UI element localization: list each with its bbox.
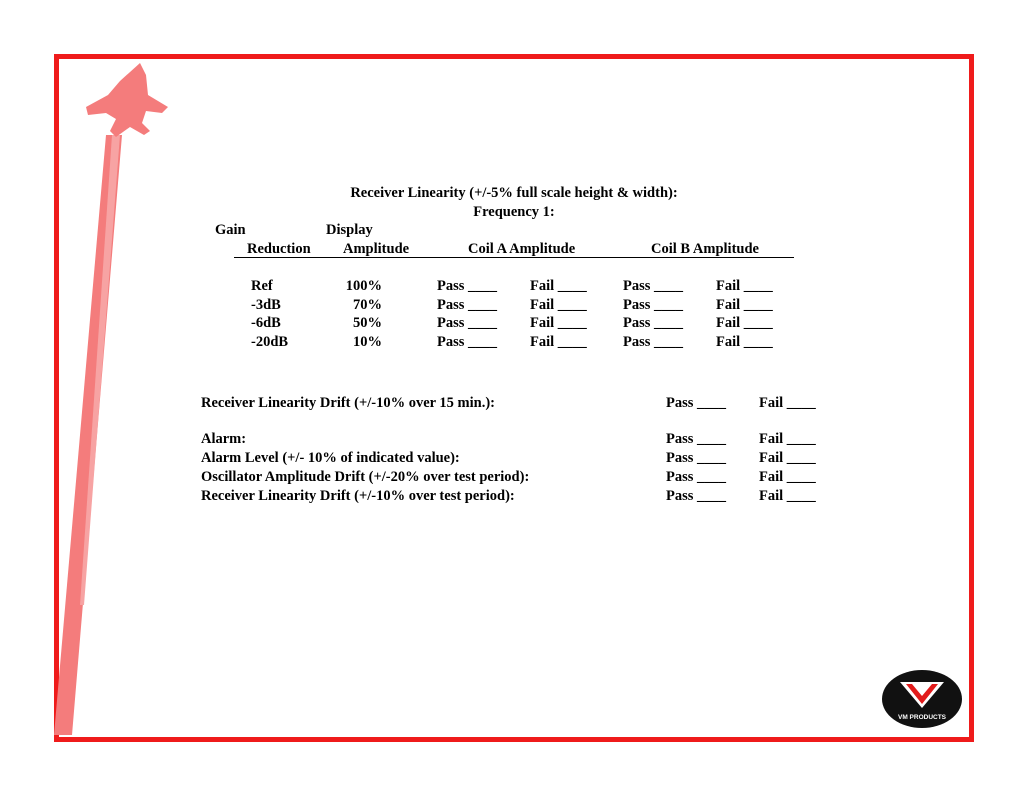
coil-b-fail: Fail ____ [716, 278, 773, 294]
coil-b-fail: Fail ____ [716, 334, 773, 350]
logo-text: VM PRODUCTS [897, 714, 947, 721]
coil-a-fail: Fail ____ [530, 334, 587, 350]
coil-a-fail: Fail ____ [530, 278, 587, 294]
section-subtitle: Frequency 1: [473, 204, 555, 220]
header-display: Display [326, 222, 373, 238]
header-reduction: Reduction [247, 241, 311, 257]
coil-a-fail: Fail ____ [530, 315, 587, 331]
row-amplitude: 100% [345, 278, 382, 294]
check-fail: Fail ____ [759, 431, 816, 447]
section-title: Receiver Linearity (+/-5% full scale height & width): [350, 185, 678, 201]
coil-b-fail: Fail ____ [716, 315, 773, 331]
page-frame [54, 54, 974, 742]
check-fail: Fail ____ [759, 395, 816, 411]
check-pass: Pass ____ [666, 395, 727, 411]
row-gain: -3dB [251, 297, 281, 313]
coil-a-pass: Pass ____ [437, 334, 498, 350]
coil-b-pass: Pass ____ [623, 315, 684, 331]
header-amplitude: Amplitude [343, 241, 410, 257]
check-fail: Fail ____ [759, 450, 816, 466]
check-fail: Fail ____ [759, 488, 816, 504]
coil-a-pass: Pass ____ [437, 315, 498, 331]
coil-a-pass: Pass ____ [437, 278, 498, 294]
row-amplitude: 10% [353, 334, 382, 350]
row-amplitude: 70% [353, 297, 382, 313]
check-label: Receiver Linearity Drift (+/-10% over test period): [201, 488, 515, 504]
coil-b-pass: Pass ____ [623, 278, 684, 294]
header-coil-b: Coil B Amplitude [651, 241, 759, 257]
coil-b-fail: Fail ____ [716, 297, 773, 313]
coil-a-pass: Pass ____ [437, 297, 498, 313]
vm-products-logo [880, 668, 964, 730]
check-label: Oscillator Amplitude Drift (+/-20% over test period): [201, 469, 530, 485]
row-amplitude: 50% [353, 315, 382, 331]
check-label: Alarm Level (+/- 10% of indicated value): [201, 450, 460, 466]
coil-b-pass: Pass ____ [623, 334, 684, 350]
check-fail: Fail ____ [759, 469, 816, 485]
row-gain: Ref [251, 278, 273, 294]
check-pass: Pass ____ [666, 431, 727, 447]
row-gain: -6dB [251, 315, 281, 331]
check-pass: Pass ____ [666, 488, 727, 504]
coil-a-fail: Fail ____ [530, 297, 587, 313]
row-gain: -20dB [251, 334, 289, 350]
check-pass: Pass ____ [666, 469, 727, 485]
check-label: Alarm: [201, 431, 247, 447]
header-coil-a: Coil A Amplitude [468, 241, 576, 257]
check-pass: Pass ____ [666, 450, 727, 466]
header-underline [234, 257, 794, 258]
jet-logo [50, 55, 180, 745]
check-label: Receiver Linearity Drift (+/-10% over 15 min.): [201, 395, 496, 411]
header-gain: Gain [215, 222, 246, 238]
coil-b-pass: Pass ____ [623, 297, 684, 313]
